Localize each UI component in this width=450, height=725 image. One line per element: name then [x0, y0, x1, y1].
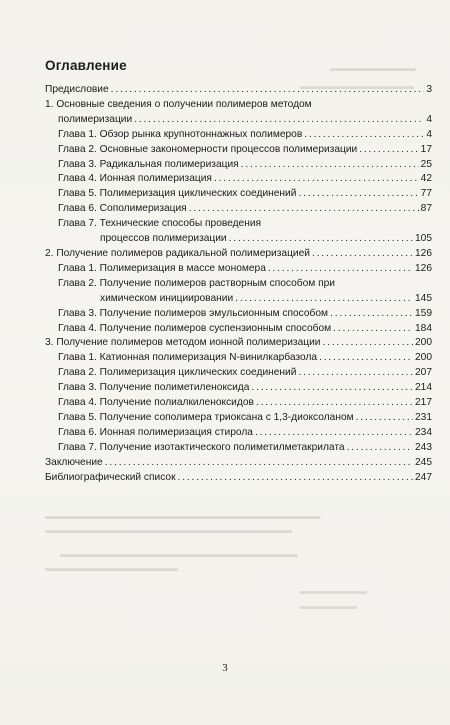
toc-entry — [45, 351, 432, 366]
page-number: 3 — [222, 662, 228, 674]
leader-dots — [229, 232, 413, 247]
toc-entry-title: 3. Получение полимеров методом ионной полимеризации — [45, 337, 321, 349]
toc-entry-title: Глава 4. Ионная полимеризация — [58, 173, 212, 185]
toc-entry — [45, 322, 432, 337]
bleed-through-decoration: ▬▬▬▬▬▬▬▬▬ — [330, 63, 416, 74]
toc-entry-page: 243 — [415, 441, 432, 453]
leader-dots — [319, 351, 413, 366]
leader-dots — [333, 322, 413, 337]
toc-heading: Оглавление — [45, 58, 127, 73]
toc-entry-page: 184 — [415, 322, 432, 334]
bleed-through-decoration: ▬▬▬▬▬▬ — [300, 601, 357, 612]
toc-entry-title-line1: 1. Основные сведения о получении полимеров методом — [45, 98, 312, 110]
bleed-through-decoration: ▬▬▬▬▬▬▬▬▬▬▬▬ — [300, 81, 414, 92]
toc-entry-title: Глава 3. Получение полимеров эмульсионным способом — [58, 307, 329, 319]
toc-entry-page: 159 — [415, 307, 432, 319]
toc-entry-page: 77 — [420, 188, 432, 200]
toc-entry — [45, 292, 432, 307]
toc-entry-title: Глава 4. Получение полиалкиленоксидов — [58, 397, 254, 409]
leader-dots — [347, 441, 413, 456]
leader-dots — [111, 83, 425, 98]
toc-entry — [45, 232, 432, 247]
leader-dots — [105, 456, 413, 471]
toc-entry-title: полимеризации — [58, 113, 133, 125]
toc-entry-page: 3 — [426, 84, 432, 95]
toc-entry — [45, 336, 432, 351]
toc-entry-title: процессов полимеризации — [100, 233, 227, 245]
toc-entry-title: Глава 6. Ионная полимеризация стирола — [58, 426, 253, 438]
toc-entry-page: 25 — [420, 158, 432, 170]
toc-entry-title: Глава 5. Получение сополимера триоксана с 1,3-диоксоланом — [58, 411, 354, 423]
toc-entry-title: Библиографический список — [45, 471, 176, 483]
bleed-through-decoration: ▬▬▬▬▬▬▬ — [300, 586, 367, 597]
toc-entry-page: 207 — [415, 367, 432, 379]
toc-entry-title-line1: Глава 2. Получение полимеров растворным способом при — [58, 277, 335, 289]
leader-dots — [241, 158, 419, 173]
leader-dots — [268, 262, 413, 277]
leader-dots — [356, 411, 413, 426]
leader-dots — [304, 128, 424, 143]
toc-entry — [45, 471, 432, 486]
bleed-through-decoration: ▬▬▬▬▬▬▬▬▬▬▬▬▬▬ — [45, 563, 178, 574]
toc-entry — [45, 113, 432, 128]
toc-entry-page: 87 — [420, 203, 432, 215]
toc-entry-page: 200 — [415, 337, 432, 349]
toc-entry-title: Заключение — [45, 456, 103, 468]
leader-dots — [323, 336, 414, 351]
toc-entry-title: Глава 2. Полимеризация циклических соединений — [58, 367, 297, 379]
table-of-contents — [45, 58, 432, 485]
toc-entry — [45, 262, 432, 277]
toc-entry-title: Глава 5. Полимеризация циклических соединений — [58, 188, 297, 200]
leader-dots — [189, 202, 419, 217]
toc-entry-page: 200 — [415, 352, 432, 364]
toc-entry — [45, 158, 432, 173]
toc-entry-title: Глава 1. Катионная полимеризация N-винилкарбазола — [58, 352, 318, 364]
toc-entry — [45, 247, 432, 262]
bleed-through-decoration: ▬▬▬▬▬▬▬▬▬▬▬▬▬▬▬▬▬▬▬▬▬▬▬▬▬▬ — [45, 525, 292, 536]
toc-entry — [45, 426, 432, 441]
leader-dots — [214, 172, 419, 187]
leader-dots — [298, 366, 413, 381]
toc-entry — [45, 143, 432, 158]
leader-dots — [178, 471, 413, 486]
toc-entry-title: 2. Получение полимеров радикальной полимеризацией — [45, 247, 310, 259]
toc-entry-title: Глава 7. Получение изотактического полиметилметакрилата — [58, 441, 345, 453]
leader-dots — [235, 292, 413, 307]
toc-entry — [45, 187, 432, 202]
toc-entry-page: 4 — [426, 113, 432, 125]
toc-entry — [45, 456, 432, 471]
toc-entry-title: Глава 3. Радикальная полимеризация — [58, 158, 239, 170]
leader-dots — [312, 247, 413, 262]
toc-entry-title: Глава 1. Обзор рынка крупнотоннажных полимеров — [58, 128, 303, 140]
toc-entry — [45, 202, 432, 217]
leader-dots — [330, 307, 413, 322]
toc-entry-page: 231 — [415, 411, 432, 423]
toc-entry-title: Глава 2. Основные закономерности процессов полимеризации — [58, 143, 358, 155]
toc-entry — [45, 411, 432, 426]
toc-entry — [45, 366, 432, 381]
toc-entry-page: 214 — [415, 382, 432, 394]
bleed-through-decoration: ▬▬▬▬▬▬▬▬▬▬▬▬▬▬▬▬▬▬▬▬▬▬▬▬▬ — [60, 549, 298, 560]
toc-entry — [45, 172, 432, 187]
toc-entry — [45, 441, 432, 456]
leader-dots — [134, 113, 424, 128]
toc-entry-title: химическом инициировании — [100, 292, 234, 304]
toc-entry-page: 4 — [426, 128, 432, 140]
toc-entry-title: Глава 3. Получение полиметиленоксида — [58, 382, 250, 394]
toc-entry-page: 126 — [415, 247, 432, 259]
toc-entry-page: 234 — [415, 426, 432, 438]
toc-entry — [45, 307, 432, 322]
toc-entry-page: 17 — [420, 143, 432, 155]
toc-entry-title: Глава 4. Получение полимеров суспензионным способом — [58, 322, 332, 334]
toc-entry-page: 105 — [415, 233, 432, 245]
leader-dots — [251, 381, 413, 396]
toc-entry — [45, 381, 432, 396]
leader-dots — [256, 396, 413, 411]
toc-entry-title: Предисловие — [45, 84, 109, 95]
toc-entry-title: Глава 1. Полимеризация в массе мономера — [58, 262, 266, 274]
toc-entry-page: 245 — [415, 456, 432, 468]
toc-entry — [45, 128, 432, 143]
toc-entry-page: 247 — [415, 471, 432, 483]
toc-entry-title: Глава 6. Сополимеризация — [58, 203, 187, 215]
toc-entry-page: 126 — [415, 262, 432, 274]
leader-dots — [298, 187, 418, 202]
toc-entry-page: 42 — [420, 173, 432, 185]
bleed-through-decoration: ▬▬▬▬▬▬▬▬▬▬▬▬▬▬▬▬▬▬▬▬▬▬▬▬▬▬▬▬▬ — [45, 511, 321, 522]
leader-dots — [255, 426, 413, 441]
toc-entry-page: 217 — [415, 397, 432, 409]
leader-dots — [359, 143, 418, 158]
toc-entry — [45, 83, 432, 98]
toc-entry — [45, 396, 432, 411]
toc-entry-title-line1: Глава 7. Технические способы проведения — [58, 218, 262, 230]
toc-entry-page: 145 — [415, 292, 432, 304]
